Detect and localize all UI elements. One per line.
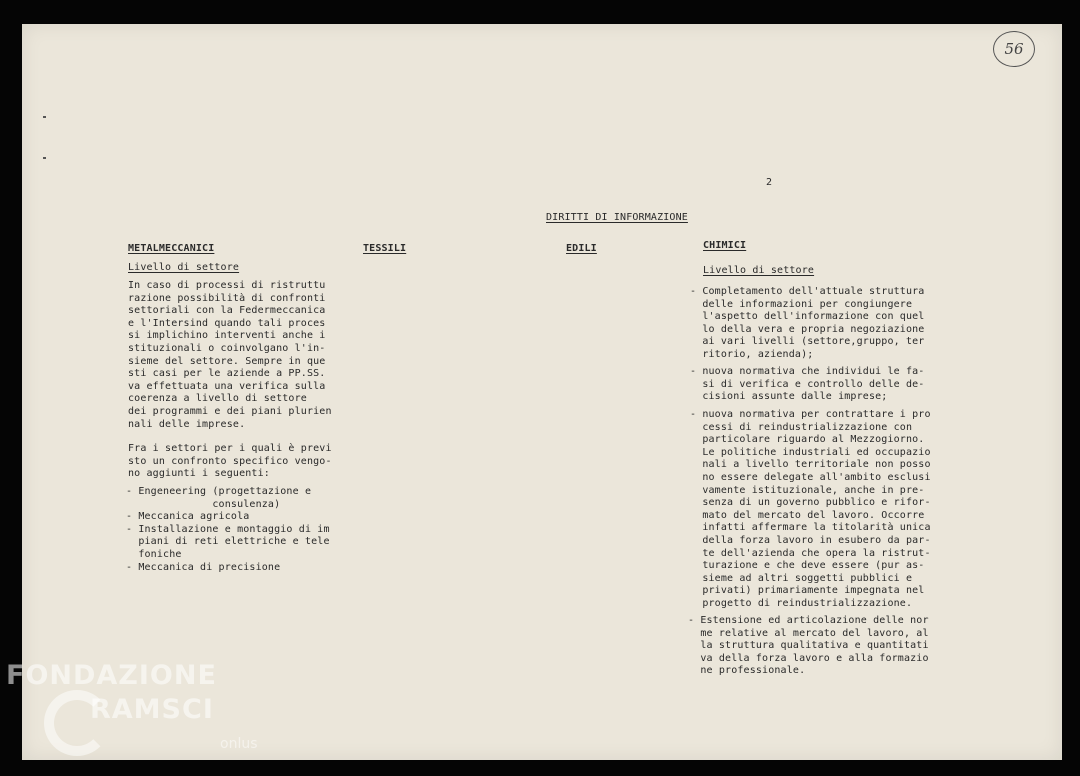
chim-item-4: - Estensione ed articolazione delle nor me relative al mercato del lavoro, al la struttura qualitativa e quantitati va della forza lavoro e alla formazio ne professionale. — [688, 615, 929, 677]
chim-item-3: - nuova normativa per contrattare i pro cessi di reindustrializzazione con particolare riguardo al Mezzogiorno. Le politiche industriali ed occupazio nali a livello territoriale non posso no essere delegate all'ambito esclusi vamente istituzionale, anche in pre- senza di un governo pubblico e rifor- mato del mercato del lavoro. Occorre infatti affermare la titolarità unica della forza lavoro in esubero da par- te dell'azienda che opera la ristrut- turazione e che deve essere (pur as- sieme ad altri soggetti pubblici e privati) primariamente impegnata nel progetto di reindustrializzazione. — [690, 409, 931, 609]
watermark-line-2: RAMSCI — [90, 694, 214, 725]
metal-subheading: Livello di settore — [128, 262, 240, 273]
small-mark: 2 — [766, 177, 773, 188]
chim-item-2: - nuova normativa che individui le fa- si di verifica e controllo delle de- cisioni assunte dalle imprese; — [690, 366, 925, 403]
document-title: DIRITTI DI INFORMAZIONE — [546, 212, 688, 223]
chim-item-1: - Completamento dell'attuale struttura delle informazioni per congiungere l'aspetto dell'informazione con quel lo della vera e propria negoziazione ai vari livelli (settore,gruppo, ter ritorio, azienda); — [690, 286, 925, 360]
metal-sector-list: - Engeneering (progettazione e consulenza) - Meccanica agricola - Installazione e montaggio di im piani di reti elettriche e tele foniche - Meccanica di precisione — [126, 486, 330, 573]
metal-paragraph-2: Fra i settori per i quali è previ sto un confronto specifico vengo- no aggiunti i seguenti: — [128, 443, 332, 480]
column-heading-metalmeccanici: METALMECCANICI — [128, 243, 215, 254]
chim-subheading: Livello di settore — [703, 265, 815, 276]
watermark-suffix: onlus — [220, 736, 258, 752]
margin-mark — [43, 157, 46, 159]
page-number-stamp: 56 — [993, 31, 1035, 67]
margin-mark — [43, 116, 46, 118]
column-heading-edili: EDILI — [566, 243, 597, 254]
watermark-line-1: FONDAZIONE — [6, 660, 217, 691]
metal-paragraph-1: In caso di processi di ristruttu razione possibilità di confronti settoriali con la Federmeccanica e l'Intersind quando tali proces si implichino interventi anche i stituzionali o coinvolgano l'in- sieme del settore. Sempre in que sti casi per le aziende a PP.SS. va effettuata una verifica sulla coerenza a livello di settore dei programmi e dei piani plurien nali delle imprese. — [128, 280, 332, 430]
column-heading-tessili: TESSILI — [363, 243, 407, 254]
column-heading-chimici: CHIMICI — [703, 240, 747, 251]
